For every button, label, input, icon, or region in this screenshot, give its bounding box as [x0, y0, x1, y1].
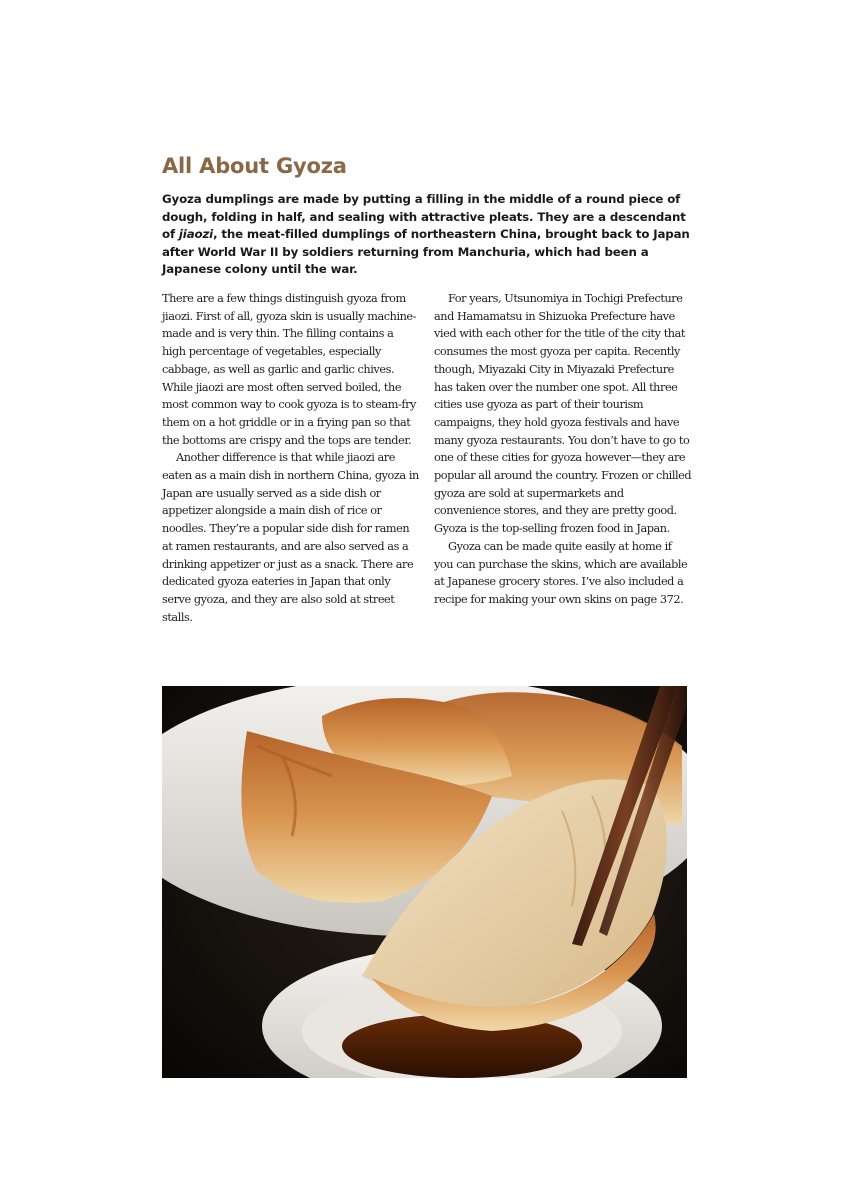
intro-paragraph — [162, 191, 692, 279]
left-paragraph-1: There are a few things distinguish gyoza from jiaozi. First of all, gyoza skin is usually machine-made and is very thin. The filling contains a high percentage of vegetables, especially cabbage, as well as garlic and garlic chives. While jiaozi are most often served boiled, the most common way to cook gyoza is to steam-fry them on a hot griddle or in a frying pan so that the bottoms are crispy and the tops are tender. — [162, 292, 417, 447]
intro-text-2: , the meat-filled dumplings of northeastern China, brought back to Japan after World War II by soldiers returning from Manchuria, which had been a Japanese colony until the war. — [162, 227, 690, 277]
left-column — [162, 290, 420, 626]
right-column — [434, 290, 692, 609]
intro-text-1: Gyoza dumplings are made by putting a filling in the middle of a round piece of dough, folding in half, and sealing with attractive pleats. They are a descendant of — [162, 192, 686, 242]
page-title: All About Gyoza — [162, 154, 347, 178]
right-paragraph-1: For years, Utsunomiya in Tochigi Prefecture and Hamamatsu in Shizuoka Prefecture have vied with each other for the title of the city that consumes the most gyoza per capita. Recently though, Miyazaki City in Miyazaki Prefecture has taken over the number one spot. All three cities use gyoza as part of their tourism campaigns, they hold gyoza festivals and have many gyoza restaurants. You don’t have to go to one of these cities for gyoza however—they are popular all around the country. Frozen or chilled gyoza are sold at supermarkets and convenience stores, and they are pretty good. Gyoza is the top-selling frozen food in Japan. — [434, 292, 692, 536]
intro-italic-term: jiaozi — [178, 227, 214, 242]
gyoza-photo — [162, 686, 687, 1078]
right-paragraph-2: Gyoza can be made quite easily at home if you can purchase the skins, which are available at Japanese grocery stores. I’ve also included a recipe for making your own skins on page 372. — [434, 539, 688, 606]
left-paragraph-2: Another difference is that while jiaozi are eaten as a main dish in northern China, gyoza in Japan are usually served as a side dish or appetizer alongside a main dish of rice or noodles. They’re a popular side dish for ramen at ramen restaurants, and are also served as a drinking appetizer or just as a snack. There are dedicated gyoza eateries in Japan that only serve gyoza, and they are also sold at street stalls. — [162, 451, 419, 624]
